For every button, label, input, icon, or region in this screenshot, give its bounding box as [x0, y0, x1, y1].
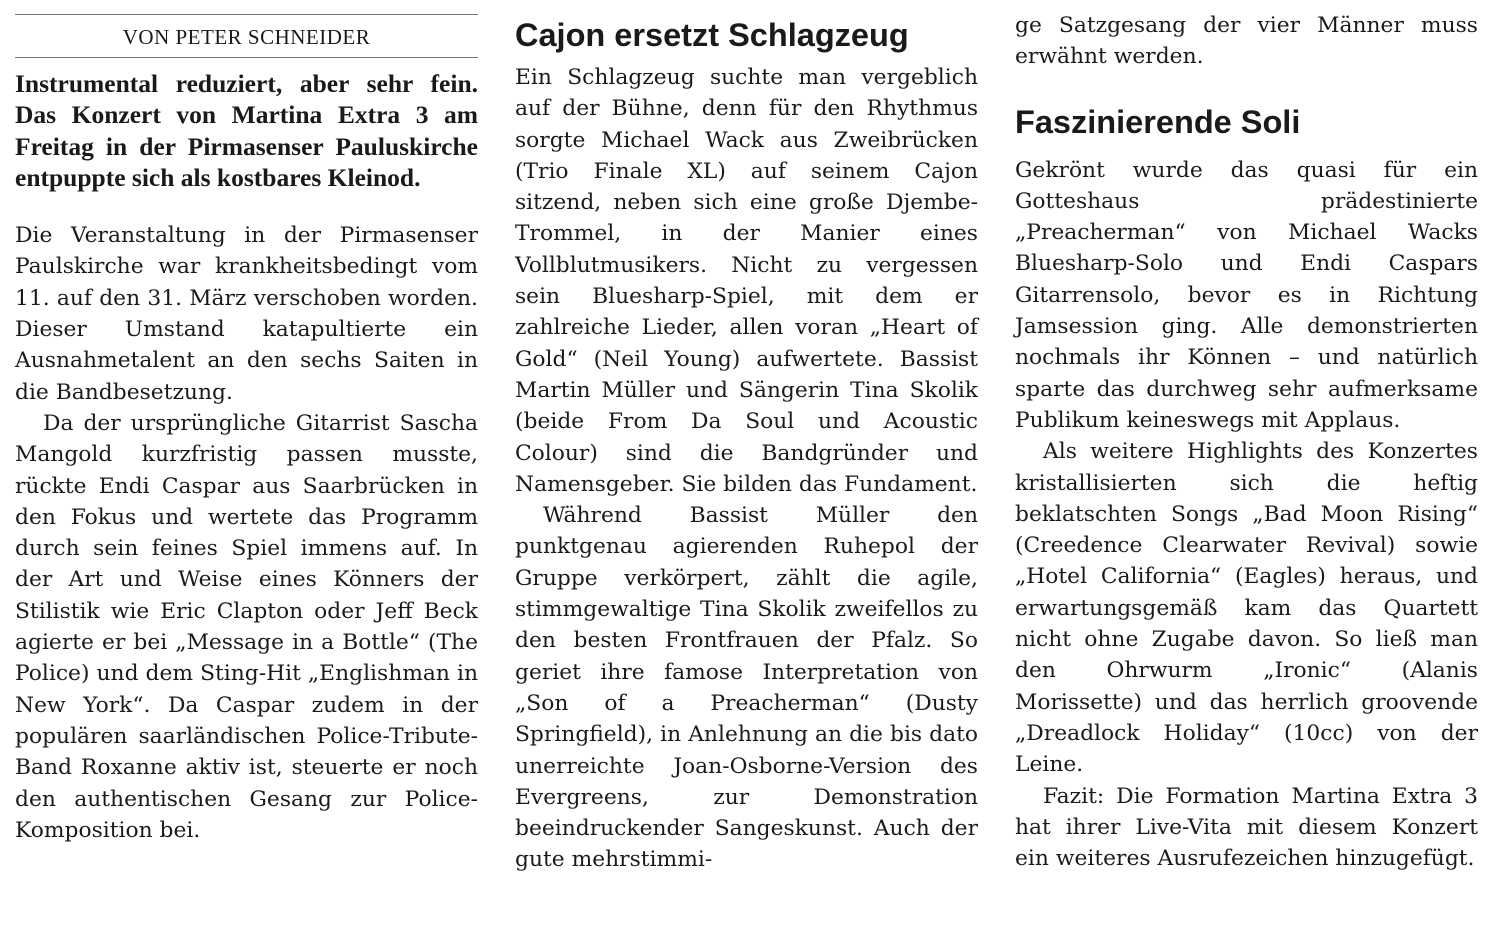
- body-paragraph-continued: ge Satzgesang der vier Männer muss erwähnt werden.: [1015, 13, 1478, 70]
- body-paragraph: Da der ursprüngliche Gitarrist Sascha Mangold kurzfristig passen musste, rückte Endi Caspar aus Saarbrücken in den Fokus und wertete das Programm durch sein feines Spiel immens auf. In der Art und Weise eines Könners der Stilistik wie Eric Clapton oder Jeff Beck agierte er bei „Message in a Bottle“ (The Police) und dem Sting-Hit „Englishman in New York“. Da Caspar zudem in der populären saarländischen Police-Tribute-Band Roxanne aktiv ist, steuerte er noch den authentischen Gesang zur Police-Komposition bei.: [15, 410, 478, 843]
- author-byline: VON PETER SCHNEIDER: [15, 14, 478, 58]
- article-lead: Instrumental reduziert, aber sehr fein. Das Konzert von Martina Extra 3 am Freitag in der Pirmasenser Pauluskirche entpuppte sich als kostbares Kleinod.: [15, 69, 478, 192]
- section-heading: Cajon ersetzt Schlagzeug: [515, 17, 909, 53]
- article-column-2: [515, 0, 978, 876]
- body-paragraph: Als weitere Highlights des Konzertes kristallisierten sich die heftig beklatschten Songs „Bad Moon Rising“ (Creedence Clearwater Revival) sowie „Hotel California“ (Eagles) heraus, und erwartungsgemäß kam das Quartett nicht ohne Zugabe davon. So ließ man den Ohrwurm „Ironic“ (Alanis Morissette) und das herrlich groovende „Dreadlock Holiday“ (10cc) von der Leine.: [1015, 439, 1478, 778]
- body-paragraph: Ein Schlagzeug suchte man vergeblich auf der Bühne, denn für den Rhythmus sorgte Michael Wack aus Zweibrücken (Trio Finale XL) auf seinem Cajon sitzend, neben sich eine große Djembe-Trommel, in der Manier eines Vollblutmusikers. Nicht zu vergessen sein Bluesharp-Spiel, mit dem er zahlreiche Lieder, allen voran „Heart of Gold“ (Neil Young) aufwertete. Bassist Martin Müller und Sängerin Tina Skolik (beide From Da Soul und Acoustic Colour) sind die Bandgründer und Namensgeber. Sie bilden das Fundament.: [515, 65, 978, 497]
- article-column-3: [1015, 0, 1478, 874]
- article-column-1: [15, 0, 478, 846]
- body-paragraph: Während Bassist Müller den punktgenau agierenden Ruhepol der Gruppe verkörpert, zählt die agile, stimmgewaltige Tina Skolik zweifellos zu den besten Frontfrauen der Pfalz. So geriet ihre famose Interpretation von „Son of a Preacherman“ (Dusty Springfield), in Anlehnung an die bis dato unerreichte Joan-Osborne-Version des Evergreens, zur Demonstration beeindruckender Sangeskunst. Auch der gute mehrstimmi-: [515, 503, 978, 873]
- body-paragraph: Fazit: Die Formation Martina Extra 3 hat ihrer Live-Vita mit diesem Konzert ein weiteres Ausrufezeichen hinzugefügt.: [1015, 783, 1478, 872]
- body-paragraph: Die Veranstaltung in der Pirmasenser Paulskirche war krankheitsbedingt vom 11. auf den 31. März verschoben worden. Dieser Umstand katapultierte ein Ausnahmetalent an den sechs Saiten in die Bandbesetzung.: [15, 223, 478, 405]
- body-paragraph: Gekrönt wurde das quasi für ein Gotteshaus prädestinierte „Preacherman“ von Michael Wacks Bluesharp-Solo und Endi Caspars Gitarrensolo, bevor es in Richtung Jamsession ging. Alle demonstrierten nochmals ihr Können – und natürlich sparte das durchweg sehr aufmerksame Publikum keineswegs mit Applaus.: [1015, 157, 1478, 433]
- section-heading: Faszinierende Soli: [1015, 103, 1301, 140]
